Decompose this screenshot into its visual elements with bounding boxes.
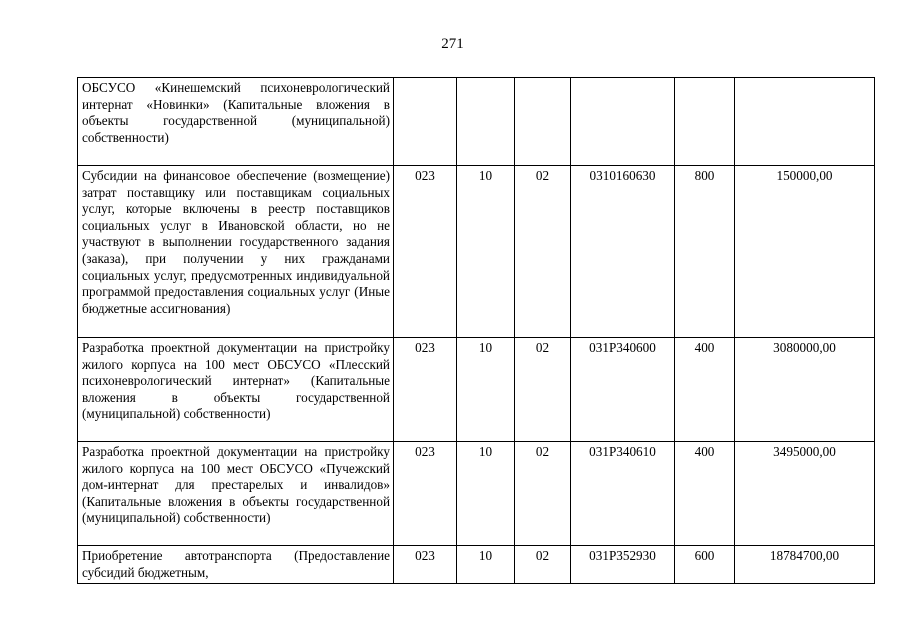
subsection-code: [515, 78, 571, 166]
subsection-code: 02: [515, 166, 571, 338]
table-row: [78, 442, 875, 546]
grbs-code: 023: [394, 338, 457, 442]
amount: 150000,00: [735, 166, 875, 338]
expense-type-code: 600: [675, 546, 735, 584]
budget-table: [77, 77, 875, 584]
section-code: 10: [457, 442, 515, 546]
row-name: Субсидии на финансовое обеспечение (возмещение) затрат поставщику или поставщикам социальных услуг, которые включены в реестр поставщиков социальных услуг в Ивановской области, но не участвуют в выполнении государственного задания (заказа), при получении у них гражданами социальных услуг, предусмотренных индивидуальной программой предоставления социальных услуг (Иные бюджетные ассигнования): [78, 166, 394, 338]
amount: 3080000,00: [735, 338, 875, 442]
expense-type-code: 400: [675, 442, 735, 546]
grbs-code: 023: [394, 442, 457, 546]
expense-type-code: 400: [675, 338, 735, 442]
row-name: Разработка проектной документации на пристройку жилого корпуса на 100 мест ОБСУСО «Плесский психоневрологический интернат» (Капитальные вложения в объекты государственной (муниципальной) собственности): [78, 338, 394, 442]
page-number: 271: [441, 36, 464, 52]
target-article-code: 031P340610: [571, 442, 675, 546]
subsection-code: 02: [515, 338, 571, 442]
target-article-code: 031P340600: [571, 338, 675, 442]
row-name: ОБСУСО «Кинешемский психоневрологический интернат «Новинки» (Капитальные вложения в объекты государственной (муниципальной) собственности): [78, 78, 394, 166]
target-article-code: 031P352930: [571, 546, 675, 584]
table-row: [78, 338, 875, 442]
section-code: 10: [457, 166, 515, 338]
amount: 3495000,00: [735, 442, 875, 546]
target-article-code: 0310160630: [571, 166, 675, 338]
section-code: 10: [457, 338, 515, 442]
table-row: [78, 546, 875, 584]
table-row: [78, 166, 875, 338]
section-code: [457, 78, 515, 166]
amount: [735, 78, 875, 166]
subsection-code: 02: [515, 442, 571, 546]
target-article-code: [571, 78, 675, 166]
row-name: Разработка проектной документации на пристройку жилого корпуса на 100 мест ОБСУСО «Пучежский дом-интернат для престарелых и инвалидов» (Капитальные вложения в объекты государственной (муниципальной) собственности): [78, 442, 394, 546]
amount: 18784700,00: [735, 546, 875, 584]
expense-type-code: [675, 78, 735, 166]
subsection-code: 02: [515, 546, 571, 584]
grbs-code: 023: [394, 166, 457, 338]
grbs-code: [394, 78, 457, 166]
row-name: Приобретение автотранспорта (Предоставление субсидий бюджетным,: [78, 546, 394, 584]
grbs-code: 023: [394, 546, 457, 584]
table-row: [78, 78, 875, 166]
expense-type-code: 800: [675, 166, 735, 338]
section-code: 10: [457, 546, 515, 584]
